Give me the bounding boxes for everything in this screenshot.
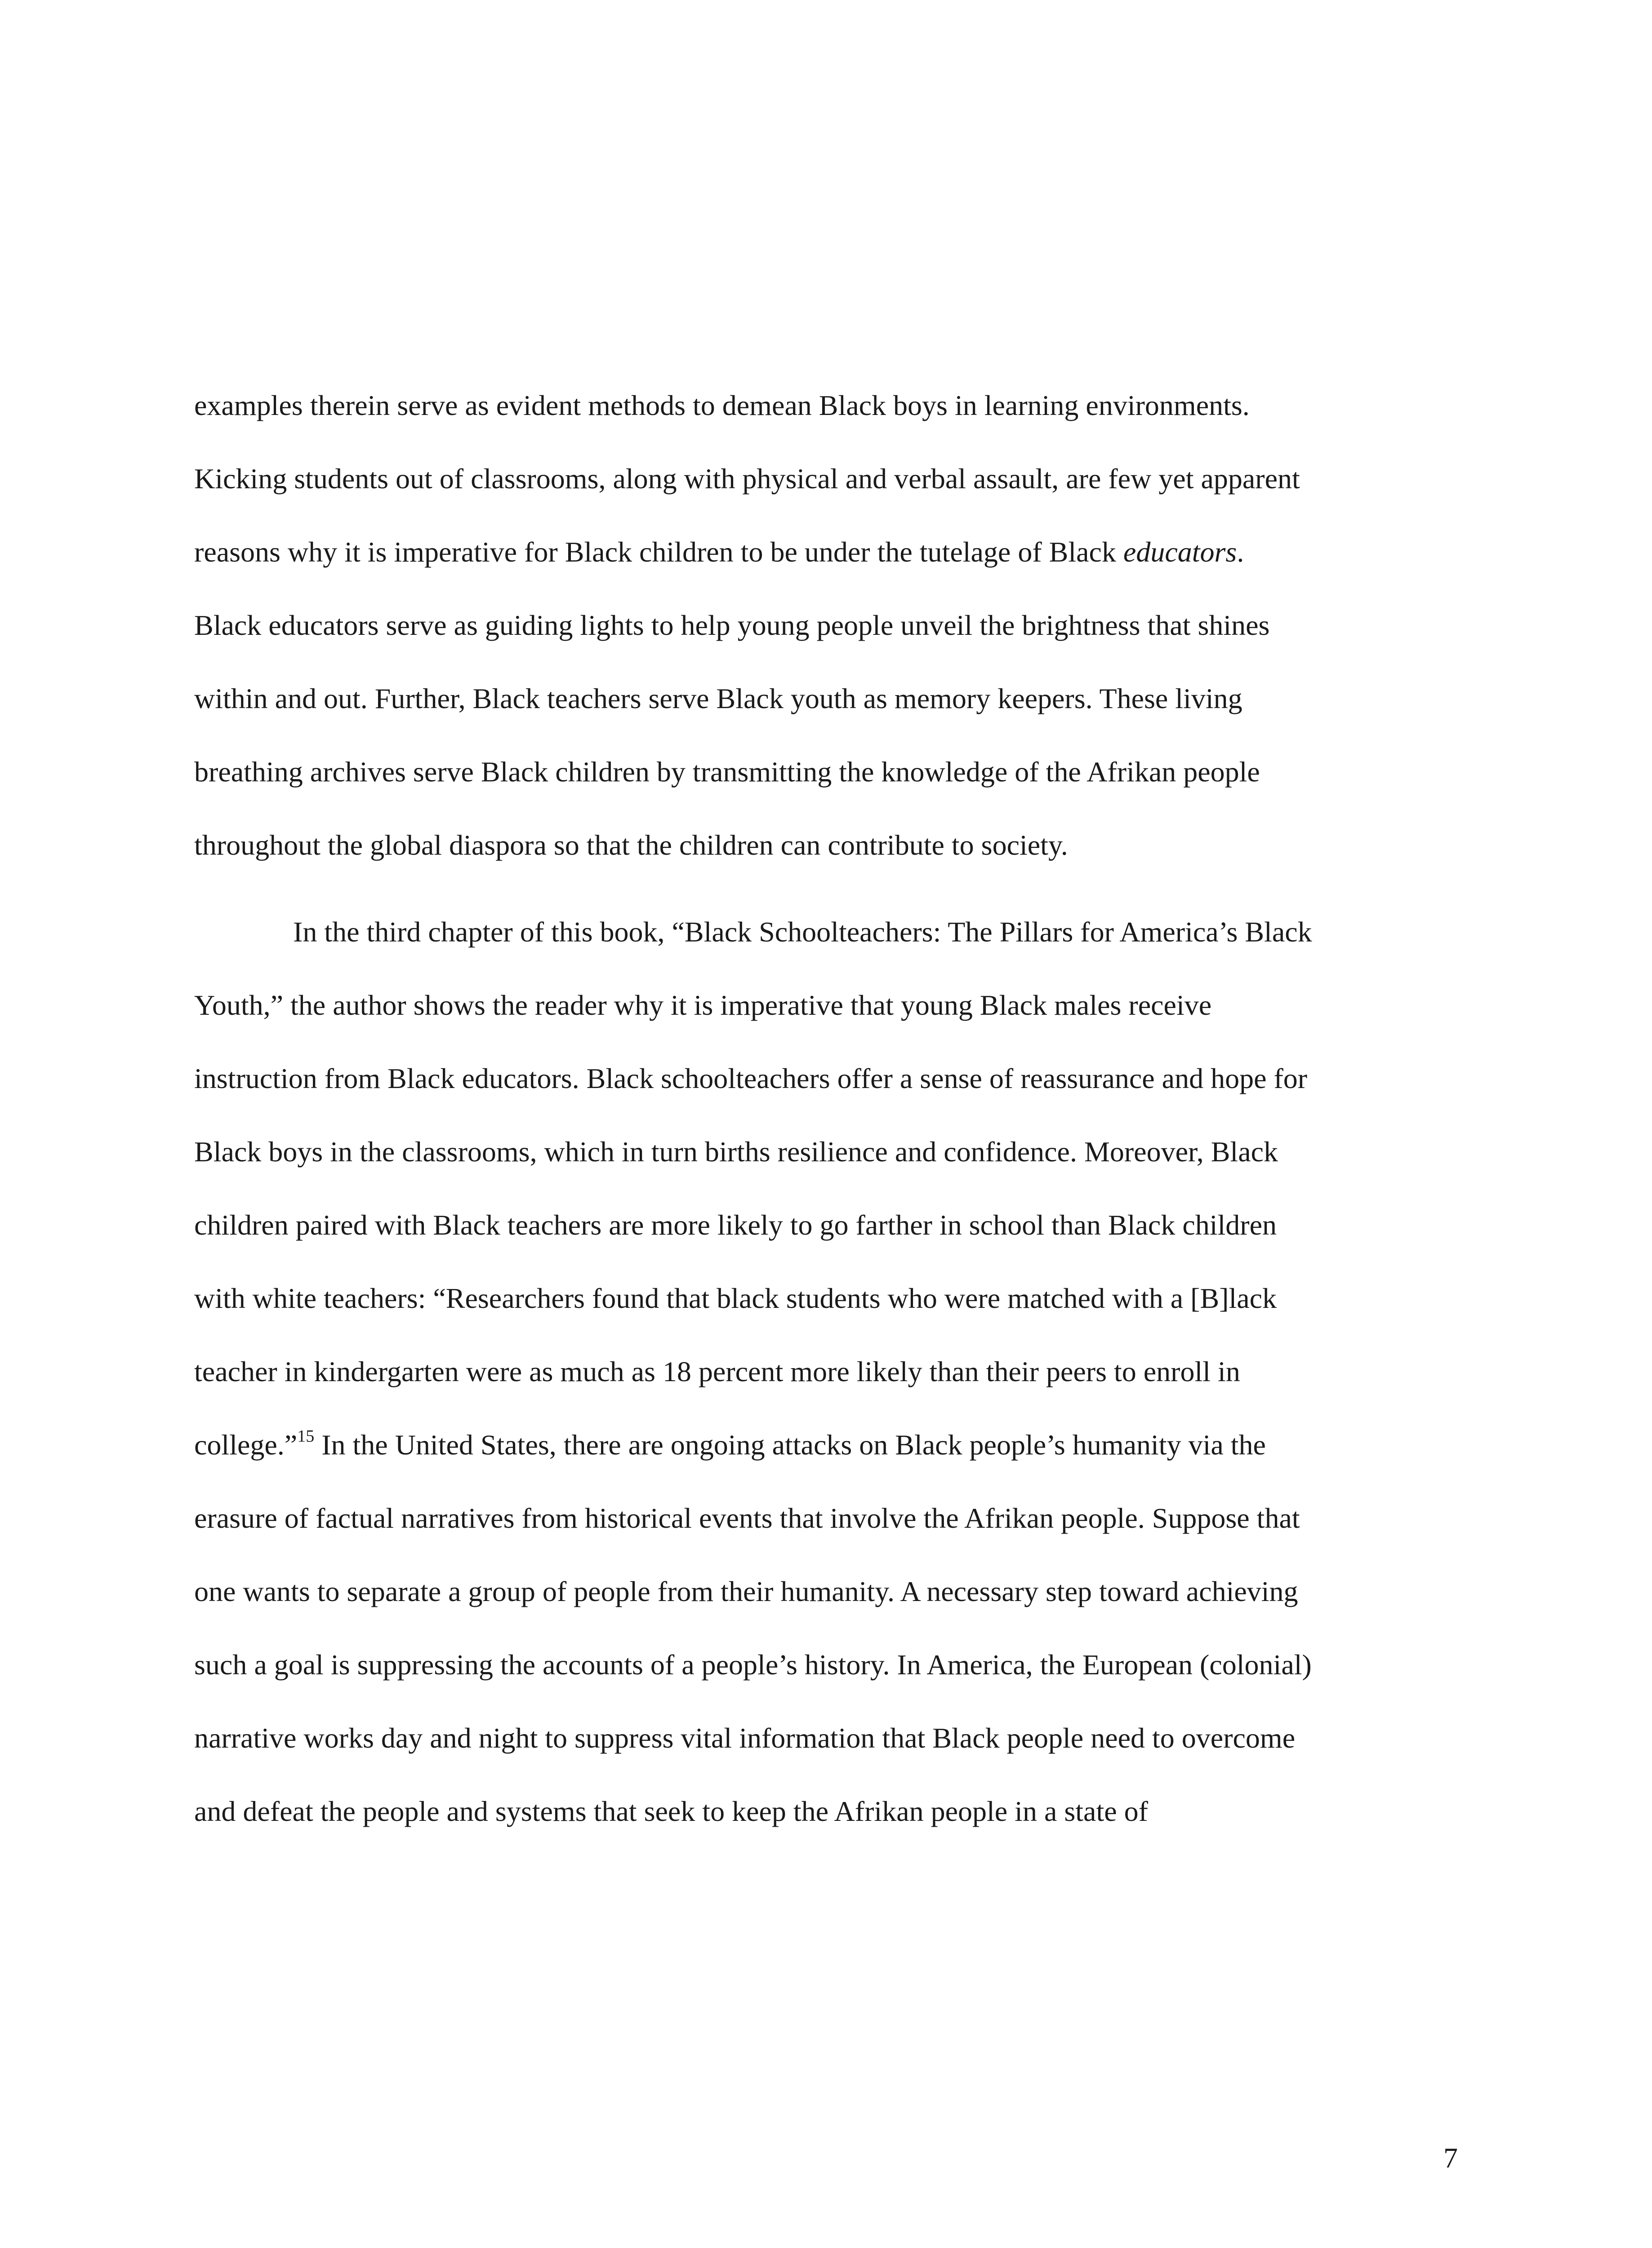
text-line: examples therein serve as evident methods to demean Black boys in learning environments. <box>194 389 1250 421</box>
text-segment: In the United States, there are ongoing attacks on Black people’s humanity via the <box>314 1429 1266 1461</box>
footnote-reference[interactable]: 15 <box>297 1427 315 1446</box>
text-segment: . <box>1237 536 1244 568</box>
text-segment: college.” <box>194 1429 298 1461</box>
text-line <box>194 1408 1457 1481</box>
text-line: In the third chapter of this book, “Black Schoolteachers: The Pillars for America’s Black <box>293 916 1312 948</box>
text-line: breathing archives serve Black children by transmitting the knowledge of the Afrikan people <box>194 756 1260 788</box>
page-number: 7 <box>1443 2142 1458 2174</box>
emphasis-text: educators <box>1123 536 1237 568</box>
text-line: and defeat the people and systems that seek to keep the Afrikan people in a state of <box>194 1795 1148 1827</box>
text-line: within and out. Further, Black teachers serve Black youth as memory keepers. These living <box>194 682 1242 714</box>
text-line: erasure of factual narratives from historical events that involve the Afrikan people. Suppose that <box>194 1502 1300 1534</box>
paragraph-gap <box>194 882 1457 895</box>
text-line: with white teachers: “Researchers found that black students who were matched with a [B]lack <box>194 1282 1277 1314</box>
text-line: teacher in kindergarten were as much as 18 percent more likely than their peers to enroll in <box>194 1356 1240 1387</box>
text-line: Kicking students out of classrooms, along with physical and verbal assault, are few yet apparent <box>194 463 1300 495</box>
text-line: one wants to separate a group of people from their humanity. A necessary step toward achieving <box>194 1575 1298 1607</box>
text-line: Youth,” the author shows the reader why it is imperative that young Black males receive <box>194 989 1212 1021</box>
text-line: Black boys in the classrooms, which in turn births resilience and confidence. Moreover, Black <box>194 1136 1278 1168</box>
text-line <box>194 515 1457 589</box>
text-line: instruction from Black educators. Black schoolteachers offer a sense of reassurance and hope for <box>194 1062 1308 1094</box>
paragraph <box>194 895 1457 1848</box>
text-line: narrative works day and night to suppress vital information that Black people need to overcome <box>194 1722 1296 1754</box>
body-text <box>194 369 1457 1848</box>
text-line: throughout the global diaspora so that the children can contribute to society. <box>194 829 1068 861</box>
paragraph <box>194 369 1457 882</box>
text-line: Black educators serve as guiding lights to help young people unveil the brightness that shines <box>194 609 1270 641</box>
text-line: such a goal is suppressing the accounts of a people’s history. In America, the European (colonial) <box>194 1649 1312 1681</box>
text-segment: reasons why it is imperative for Black children to be under the tutelage of Black <box>194 536 1123 568</box>
text-line: children paired with Black teachers are more likely to go farther in school than Black children <box>194 1209 1277 1241</box>
